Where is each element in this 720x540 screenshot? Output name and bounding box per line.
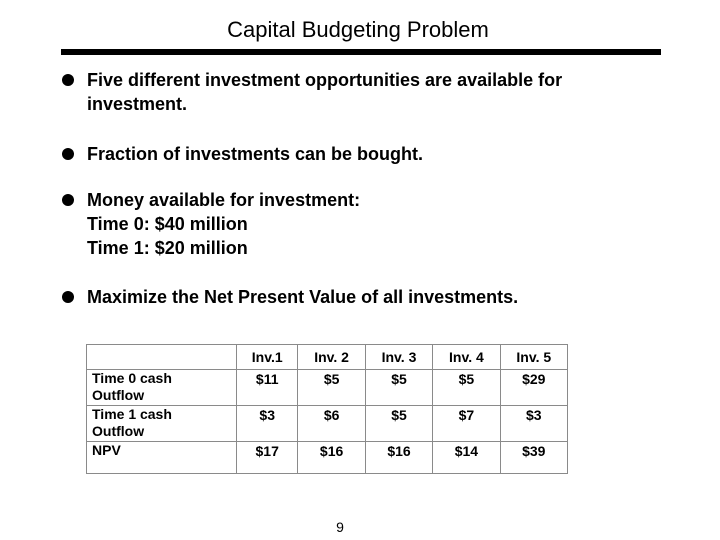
bullet-text: [87, 68, 647, 116]
page-number: 9: [336, 519, 344, 535]
bullet-line: Time 0: $40 million: [87, 214, 248, 234]
bullet-text: [87, 188, 647, 260]
bullet-text: [87, 285, 647, 309]
table-cell: $16: [298, 442, 365, 474]
table-cell: $39: [500, 442, 567, 474]
bullet-dot-icon: [62, 194, 74, 206]
table-header-cell: Inv. 2: [298, 345, 365, 370]
table-header-cell: Inv. 3: [365, 345, 432, 370]
table-cell: $17: [237, 442, 298, 474]
bullet-dot-icon: [62, 291, 74, 303]
row-label: [87, 406, 237, 442]
table-header-row: [87, 345, 568, 370]
slide-title: Capital Budgeting Problem: [227, 17, 489, 42]
table-cell: $29: [500, 370, 567, 406]
table-cell: $5: [298, 370, 365, 406]
table-cell: $3: [500, 406, 567, 442]
bullet-item: [61, 188, 647, 260]
bullet-item: [61, 285, 647, 309]
bullet-item: [61, 68, 647, 116]
table-header-cell: Inv. 4: [433, 345, 500, 370]
investment-table: [86, 344, 568, 474]
table-cell: $14: [433, 442, 500, 474]
table-row: [87, 406, 568, 442]
table-cell: $5: [365, 370, 432, 406]
table-cell: $6: [298, 406, 365, 442]
table-cell: $3: [237, 406, 298, 442]
table-row: [87, 370, 568, 406]
row-label-line: Time 0 cash: [92, 370, 172, 386]
bullet-line: Time 1: $20 million: [87, 238, 248, 258]
row-label-line: Outflow: [92, 423, 145, 439]
row-label: [87, 370, 237, 406]
bullet-dot-icon: [62, 74, 74, 86]
table-header-cell: [87, 345, 237, 370]
row-label-line: Outflow: [92, 387, 145, 403]
table-row: [87, 442, 568, 474]
bullet-line: Maximize the Net Present Value of all investments.: [87, 287, 519, 307]
bullet-text: [87, 142, 647, 166]
row-label-line: Time 1 cash: [92, 406, 172, 422]
table-cell: $16: [365, 442, 432, 474]
table-header-cell: Inv.1: [237, 345, 298, 370]
table-cell: $5: [365, 406, 432, 442]
bullet-line: investment.: [87, 94, 188, 114]
row-label: [87, 442, 237, 474]
bullet-dot-icon: [62, 148, 74, 160]
table-header-cell: Inv. 5: [500, 345, 567, 370]
bullet-line: Five different investment opportunities are available for: [87, 70, 563, 90]
bullet-item: [61, 142, 647, 166]
bullet-line: Money available for investment:: [87, 190, 361, 210]
title-divider: [61, 49, 661, 55]
bullet-line: Fraction of investments can be bought.: [87, 144, 424, 164]
row-label-line: NPV: [92, 442, 121, 458]
table-cell: $5: [433, 370, 500, 406]
table-cell: $7: [433, 406, 500, 442]
table-cell: $11: [237, 370, 298, 406]
